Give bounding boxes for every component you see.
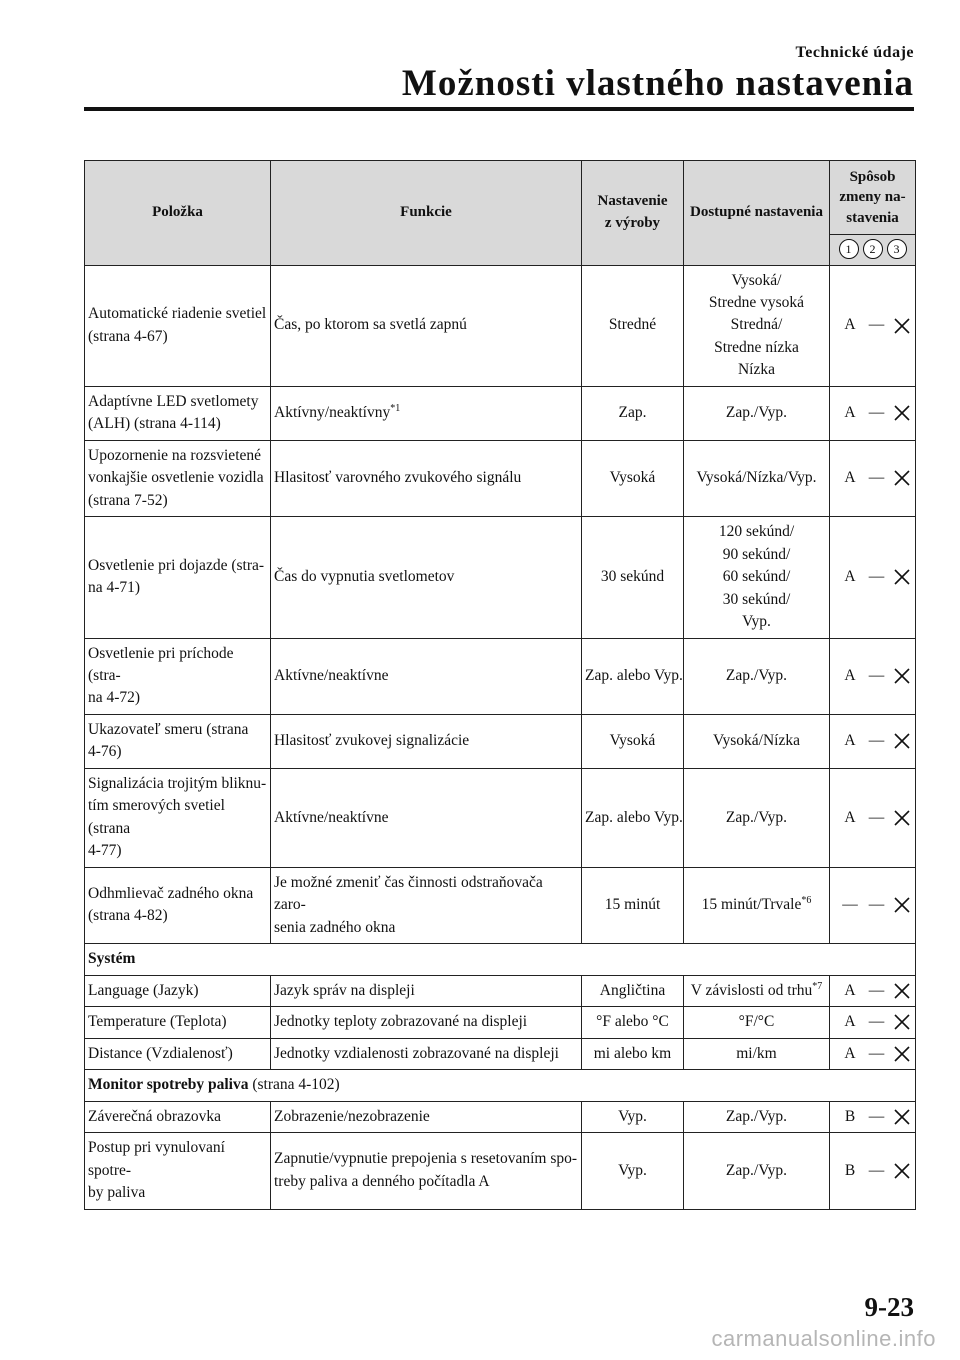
circled-2-icon: 2 [863,239,883,259]
column-header-function: Funkcie [271,161,582,266]
available-text: Zap./Vyp. [725,404,788,422]
column-header-item: Položka [85,161,271,266]
cell-function [271,975,582,1007]
cell-function [271,768,582,867]
method-values [830,1043,915,1065]
method-2-value: — [868,1107,885,1125]
function-text: Čas do vypnutia svetlometov [274,568,455,586]
method-2-value: — [868,1161,885,1179]
method-values [830,665,915,687]
cell-method [830,714,916,768]
x-mark-icon [893,896,911,914]
method-1-value: A [844,981,856,999]
method-values [830,730,915,752]
cell-item: Upozornenie na rozsvietené vonkajšie osvetlenie vozidla (strana 7-52) [85,440,271,516]
method-1-value: A [844,568,856,586]
cell-function [271,867,582,943]
available-text: V závislosti od trhu [690,981,813,999]
cell-available [684,1038,830,1069]
cell-method [830,1101,916,1132]
available-text: Zap./Vyp. [725,667,788,684]
table-row [85,714,916,768]
table-row [85,1038,916,1069]
table-row [85,386,916,440]
cell-factory: Vysoká [582,714,684,768]
table-row [85,1007,916,1038]
section-row-monitor [85,1070,916,1101]
cell-item: Záverečná obrazovka [85,1101,271,1132]
cell-factory: °F alebo °C [582,1007,684,1038]
x-mark-icon [893,732,911,750]
method-2-value: — [868,568,885,586]
cell-available [684,1133,830,1209]
section-title-ref: (strana 4-102) [248,1076,340,1094]
x-mark-icon [893,568,911,586]
circled-1-icon: 1 [839,239,859,259]
method-1-value: A [844,404,856,422]
method-values [830,980,915,1002]
function-text: Aktívne/neaktívne [274,808,389,826]
method-1-value: A [844,316,856,334]
method-2-value: — [868,667,885,684]
table-header-row [85,161,916,235]
table-row [85,1133,916,1209]
available-text: mi/km [736,1044,777,1062]
cell-item: Adaptívne LED svetlomety (ALH) (strana 4-114) [85,386,271,440]
cell-factory: 15 minút [582,867,684,943]
x-mark-icon [893,809,911,827]
footnote-ref: *6 [801,895,812,907]
cell-factory: Vysoká [582,440,684,516]
cell-item: Ukazovateľ smeru (strana 4-76) [85,714,271,768]
cell-item: Signalizácia trojitým bliknu- tím smerových svetiel (strana 4-77) [85,768,271,867]
cell-method [830,1038,916,1069]
x-mark-icon [893,1013,911,1031]
table-row [85,517,916,638]
cell-method [830,265,916,386]
cell-method [830,975,916,1007]
cell-item: Language (Jazyk) [85,975,271,1007]
cell-available [684,1101,830,1132]
cell-available [684,440,830,516]
method-1-value: A [844,667,856,684]
function-text: Hlasitosť varovného zvukového signálu [274,469,522,487]
method-values [830,1106,915,1128]
cell-function [271,1133,582,1209]
cell-method [830,1007,916,1038]
available-text: Zap./Vyp. [725,808,788,826]
cell-factory: Zap. alebo Vyp. [582,638,684,714]
cell-available [684,386,830,440]
method-values [830,1011,915,1033]
cell-function [271,638,582,714]
function-text: Aktívny/neaktívny [274,404,391,422]
x-mark-icon [893,404,911,422]
cell-method [830,768,916,867]
cell-item: Odhmlievač zadného okna (strana 4-82) [85,867,271,943]
table-row [85,265,916,386]
header-rule [84,107,914,111]
available-text: 15 minút/Trvale [701,896,802,914]
method-1-value: — [842,896,858,914]
cell-item: Temperature (Teplota) [85,1007,271,1038]
footnote-ref: *7 [812,980,823,992]
cell-factory: Zap. alebo Vyp. [582,768,684,867]
cell-item: Distance (Vzdialenosť) [85,1038,271,1069]
table-row [85,975,916,1007]
cell-available [684,1007,830,1038]
method-2-value: — [868,316,885,334]
cell-factory: Angličtina [582,975,684,1007]
cell-method [830,867,916,943]
column-header-method: Spôsob zmeny na- stavenia [830,161,916,235]
cell-function [271,1101,582,1132]
table-row [85,867,916,943]
method-values [830,566,915,588]
method-2-value: — [868,896,885,914]
cell-function [271,440,582,516]
cell-method [830,638,916,714]
method-1-value: A [844,1013,856,1031]
function-text: Jednotky vzdialenosti zobrazované na displeji [274,1044,559,1062]
method-values [830,894,915,916]
x-mark-icon [893,982,911,1000]
cell-method [830,386,916,440]
method-2-value: — [868,1013,885,1031]
table-row [85,1101,916,1132]
table-row [85,768,916,867]
settings-table [84,160,916,1210]
column-header-available: Dostupné nastavenia [684,161,830,266]
function-text: Zobrazenie/nezobrazenie [274,1107,430,1125]
cell-factory: Stredné [582,265,684,386]
footnote-ref: *1 [390,403,401,414]
method-icons [830,234,916,265]
cell-function [271,1038,582,1069]
available-text: Vysoká/Nízka/Vyp. [696,469,817,487]
page-number: 9-23 [864,1292,914,1322]
method-2-value: — [868,808,885,826]
function-text: Jazyk správ na displeji [274,981,415,999]
method-2-value: — [868,404,885,422]
available-text: Vysoká/Nízka [713,732,800,750]
method-values [830,1160,915,1182]
section-title-text: Monitor spotreby paliva [88,1076,249,1094]
x-mark-icon [893,317,911,335]
cell-function [271,714,582,768]
x-mark-icon [893,1162,911,1180]
cell-available [684,768,830,867]
cell-factory: Vyp. [582,1101,684,1132]
cell-item: Osvetlenie pri príchode (stra- na 4-72) [85,638,271,714]
cell-factory: Zap. [582,386,684,440]
cell-factory: Vyp. [582,1133,684,1209]
method-values [830,314,915,336]
cell-available [684,638,830,714]
function-text: Jednotky teploty zobrazované na displeji [274,1013,528,1031]
method-values [830,807,915,829]
section-title [85,1070,916,1101]
method-values [830,402,915,424]
cell-available [684,265,830,386]
method-2-value: — [868,469,885,487]
circled-3-icon: 3 [887,239,907,259]
x-mark-icon [893,667,911,685]
cell-available [684,867,830,943]
method-1-value: B [844,1107,856,1125]
method-1-value: A [844,808,856,826]
function-text: Čas, po ktorom sa svetlá zapnú [274,316,467,334]
method-values [830,467,915,489]
function-text: Aktívne/neaktívne [274,667,389,684]
cell-item: Osvetlenie pri dojazde (stra- na 4-71) [85,517,271,638]
cell-factory: mi alebo km [582,1038,684,1069]
method-1-value: B [844,1161,856,1179]
method-2-value: — [868,1044,885,1062]
cell-available [684,714,830,768]
page-title: Možnosti vlastného nastavenia [401,63,914,104]
available-text: °F/°C [738,1013,775,1031]
watermark: carmanualsonline.info [711,1326,936,1351]
cell-available [684,975,830,1007]
available-text: Zap./Vyp. [725,1161,788,1179]
cell-item: Automatické riadenie svetiel (strana 4-67) [85,265,271,386]
function-text: Zapnutie/vypnutie prepojenia s resetovaním spo- treby paliva a denného počítadla A [274,1150,578,1190]
available-text: Vysoká/ Stredne vysoká Stredná/ Stredne nízka Nízka [708,271,805,379]
function-text: Hlasitosť zvukovej signalizácie [274,732,470,750]
cell-function [271,1007,582,1038]
section-row-system [85,944,916,975]
section-title: Systém [85,944,916,975]
cell-available [684,517,830,638]
x-mark-icon [893,1045,911,1063]
x-mark-icon [893,1108,911,1126]
cell-function [271,517,582,638]
available-text: 120 sekúnd/ 90 sekúnd/ 60 sekúnd/ 30 sekúnd/ Vyp. [718,523,795,631]
method-2-value: — [868,981,885,999]
x-mark-icon [893,469,911,487]
method-1-value: A [844,732,856,750]
function-text: Je možné zmeniť čas činnosti odstraňovača zaro- senia zadného okna [274,873,543,936]
cell-item: Postup pri vynulovaní spotre- by paliva [85,1133,271,1209]
cell-function [271,265,582,386]
method-1-value: A [844,1044,856,1062]
method-2-value: — [868,732,885,750]
cell-method [830,440,916,516]
table-row [85,440,916,516]
cell-method [830,1133,916,1209]
cell-function [271,386,582,440]
table-row [85,638,916,714]
cell-factory: 30 sekúnd [582,517,684,638]
method-1-value: A [844,469,856,487]
section-heading: Technické údaje [795,44,914,61]
cell-method [830,517,916,638]
column-header-factory: Nastavenie z výroby [582,161,684,266]
available-text: Zap./Vyp. [725,1107,788,1125]
